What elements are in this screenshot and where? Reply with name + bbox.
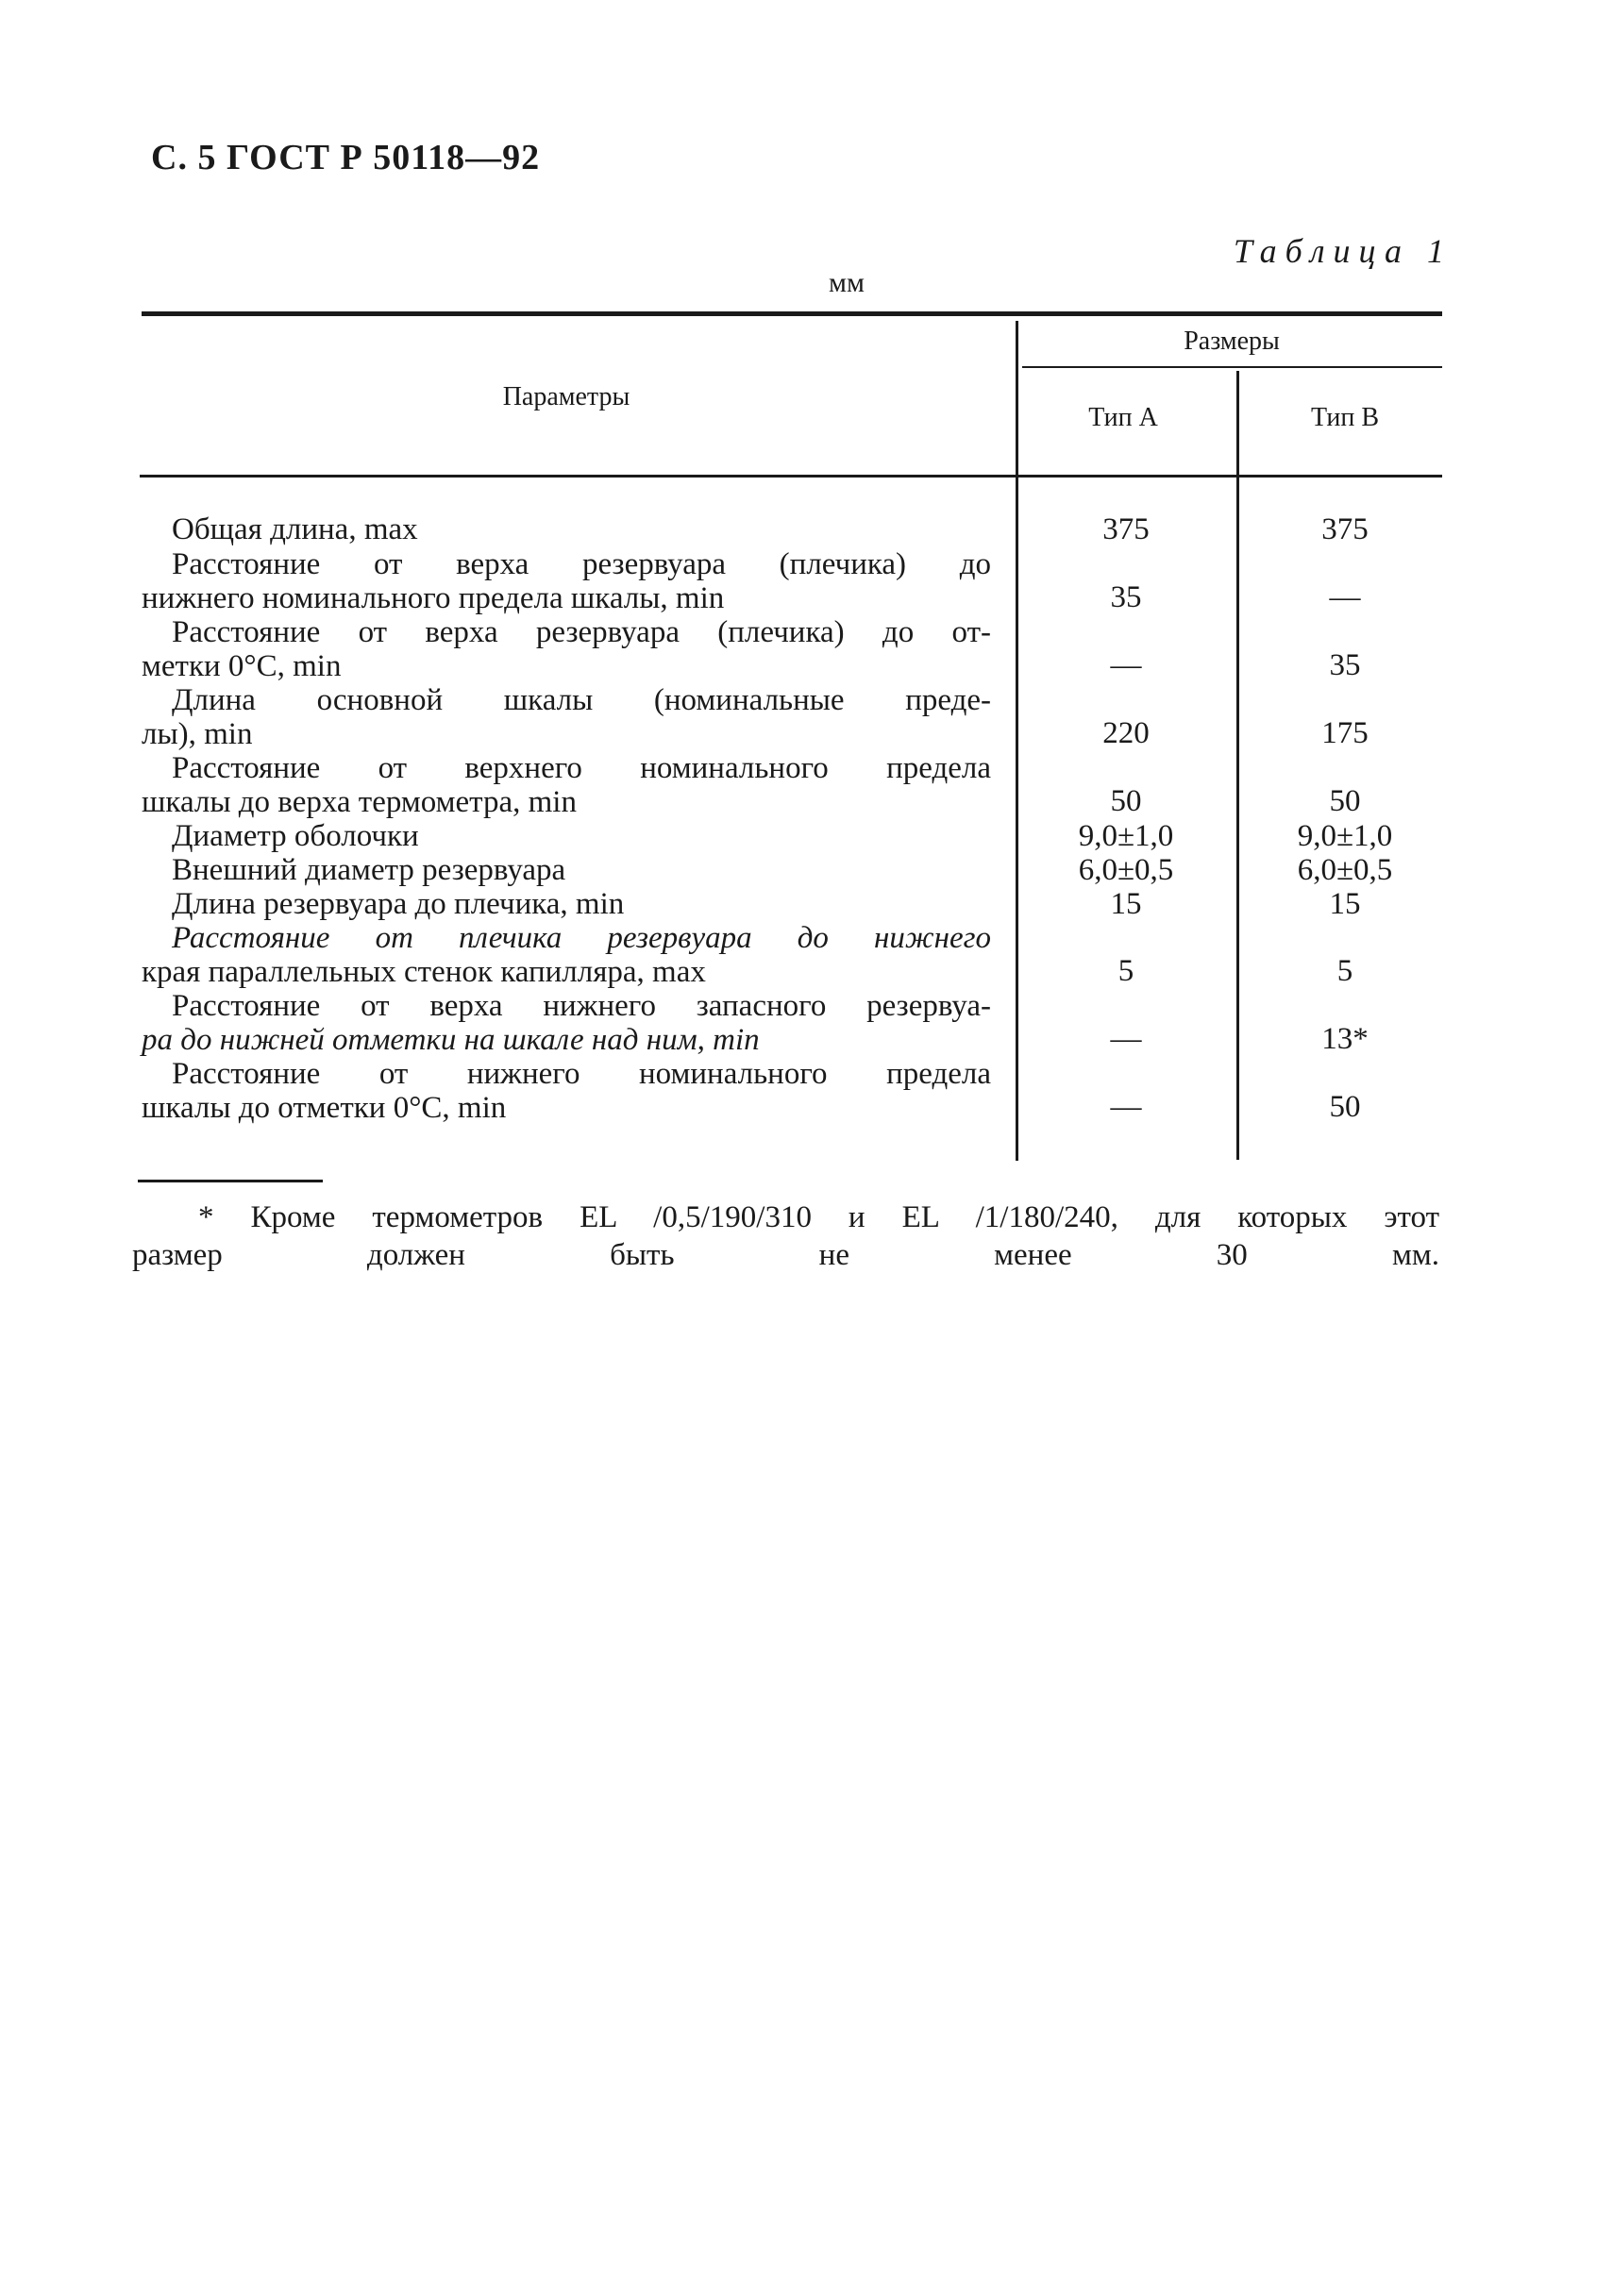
table-row-type-a: 375 (1102, 512, 1150, 546)
table-row-type-a: — (1110, 1022, 1142, 1056)
param-line: Расстояние от плечика резервуара до нижнего (172, 921, 991, 955)
table-row-type-b: 50 (1329, 1090, 1361, 1124)
table-row-type-a: 35 (1110, 580, 1142, 614)
param-line: Длина основной шкалы (номинальные преде- (172, 683, 991, 717)
table-row-type-b: 50 (1329, 784, 1361, 818)
table-row-param (142, 615, 991, 683)
table-row-type-a: — (1110, 648, 1142, 682)
table-row-param (142, 751, 991, 819)
table-divider-left (1016, 321, 1018, 1161)
table-title: Таблица 1 (1233, 232, 1453, 270)
param-line: лы), min (142, 717, 253, 751)
param-line: Расстояние от верхнего номинального предела (172, 751, 991, 785)
table-row-type-a: 6,0±0,5 (1078, 853, 1174, 887)
table-divider-middle (1236, 371, 1239, 1160)
table-row-param (142, 512, 991, 546)
table-row-param (142, 921, 991, 989)
param-line: шкалы до отметки 0°C, min (142, 1091, 507, 1125)
table-row-param (142, 547, 991, 615)
param-line: Диаметр оболочки (172, 819, 419, 853)
param-line: ра до нижней отметки на шкале над ним, min (142, 1023, 760, 1057)
param-line: Расстояние от верха резервуара (плечика) до (172, 547, 991, 581)
table-row-type-a: 15 (1110, 887, 1142, 921)
table-row-param (142, 683, 991, 751)
table-row-param (142, 819, 991, 853)
table-row-type-a: 5 (1117, 954, 1134, 988)
param-line: нижнего номинального предела шкалы, min (142, 581, 725, 615)
page-header: С. 5 ГОСТ Р 50118—92 (151, 138, 541, 177)
table-row-type-b: 15 (1329, 887, 1361, 921)
footnote (132, 1198, 1439, 1274)
units-label: мм (829, 267, 865, 298)
param-line: Общая длина, max (172, 512, 418, 546)
param-line: Расстояние от верха нижнего запасного резервуа- (172, 989, 991, 1023)
sizes-group-rule (1022, 366, 1442, 368)
table-row-param (142, 1057, 991, 1125)
column-header-type-a: Тип А (1088, 403, 1158, 432)
footnote-line: * Кроме термометров EL /0,5/190/310 и EL /1/180/240, для которых этот (198, 1200, 1439, 1234)
table-row-type-b: 175 (1321, 716, 1369, 750)
footnote-rule (138, 1180, 323, 1182)
column-header-parameters: Параметры (502, 382, 630, 411)
param-line: метки 0°C, min (142, 649, 342, 683)
table-row-param (142, 989, 991, 1057)
table-row-type-b: 35 (1329, 648, 1361, 682)
table-row-type-b: 5 (1336, 954, 1353, 988)
table-row-type-b: 9,0±1,0 (1297, 819, 1393, 853)
table-row-type-a: 220 (1102, 716, 1150, 750)
column-header-type-b: Тип В (1310, 403, 1380, 432)
param-line: Расстояние от нижнего номинального предела (172, 1057, 991, 1091)
table-row-param (142, 887, 991, 921)
footnote-line: размер должен быть не менее 30 мм. (132, 1238, 1439, 1272)
table-row-type-b: 375 (1321, 512, 1369, 546)
table-row-type-b: 6,0±0,5 (1297, 853, 1393, 887)
table-row-param (142, 853, 991, 887)
table-row-type-b: 13* (1321, 1022, 1369, 1056)
table-row-type-a: 50 (1110, 784, 1142, 818)
param-line: Длина резервуара до плечика, min (172, 887, 625, 921)
param-line: Расстояние от верха резервуара (плечика) до от- (172, 615, 991, 649)
column-header-sizes: Размеры (1184, 327, 1280, 356)
table-row-type-a: 9,0±1,0 (1078, 819, 1174, 853)
param-line: края параллельных стенок капилляра, max (142, 955, 706, 989)
param-line: шкалы до верха термометра, min (142, 785, 577, 819)
header-bottom-rule (140, 475, 1442, 478)
table-top-rule (142, 311, 1442, 316)
table-row-type-a: — (1110, 1090, 1142, 1124)
table-row-type-b: — (1329, 580, 1361, 614)
param-line: Внешний диаметр резервуара (172, 853, 566, 887)
